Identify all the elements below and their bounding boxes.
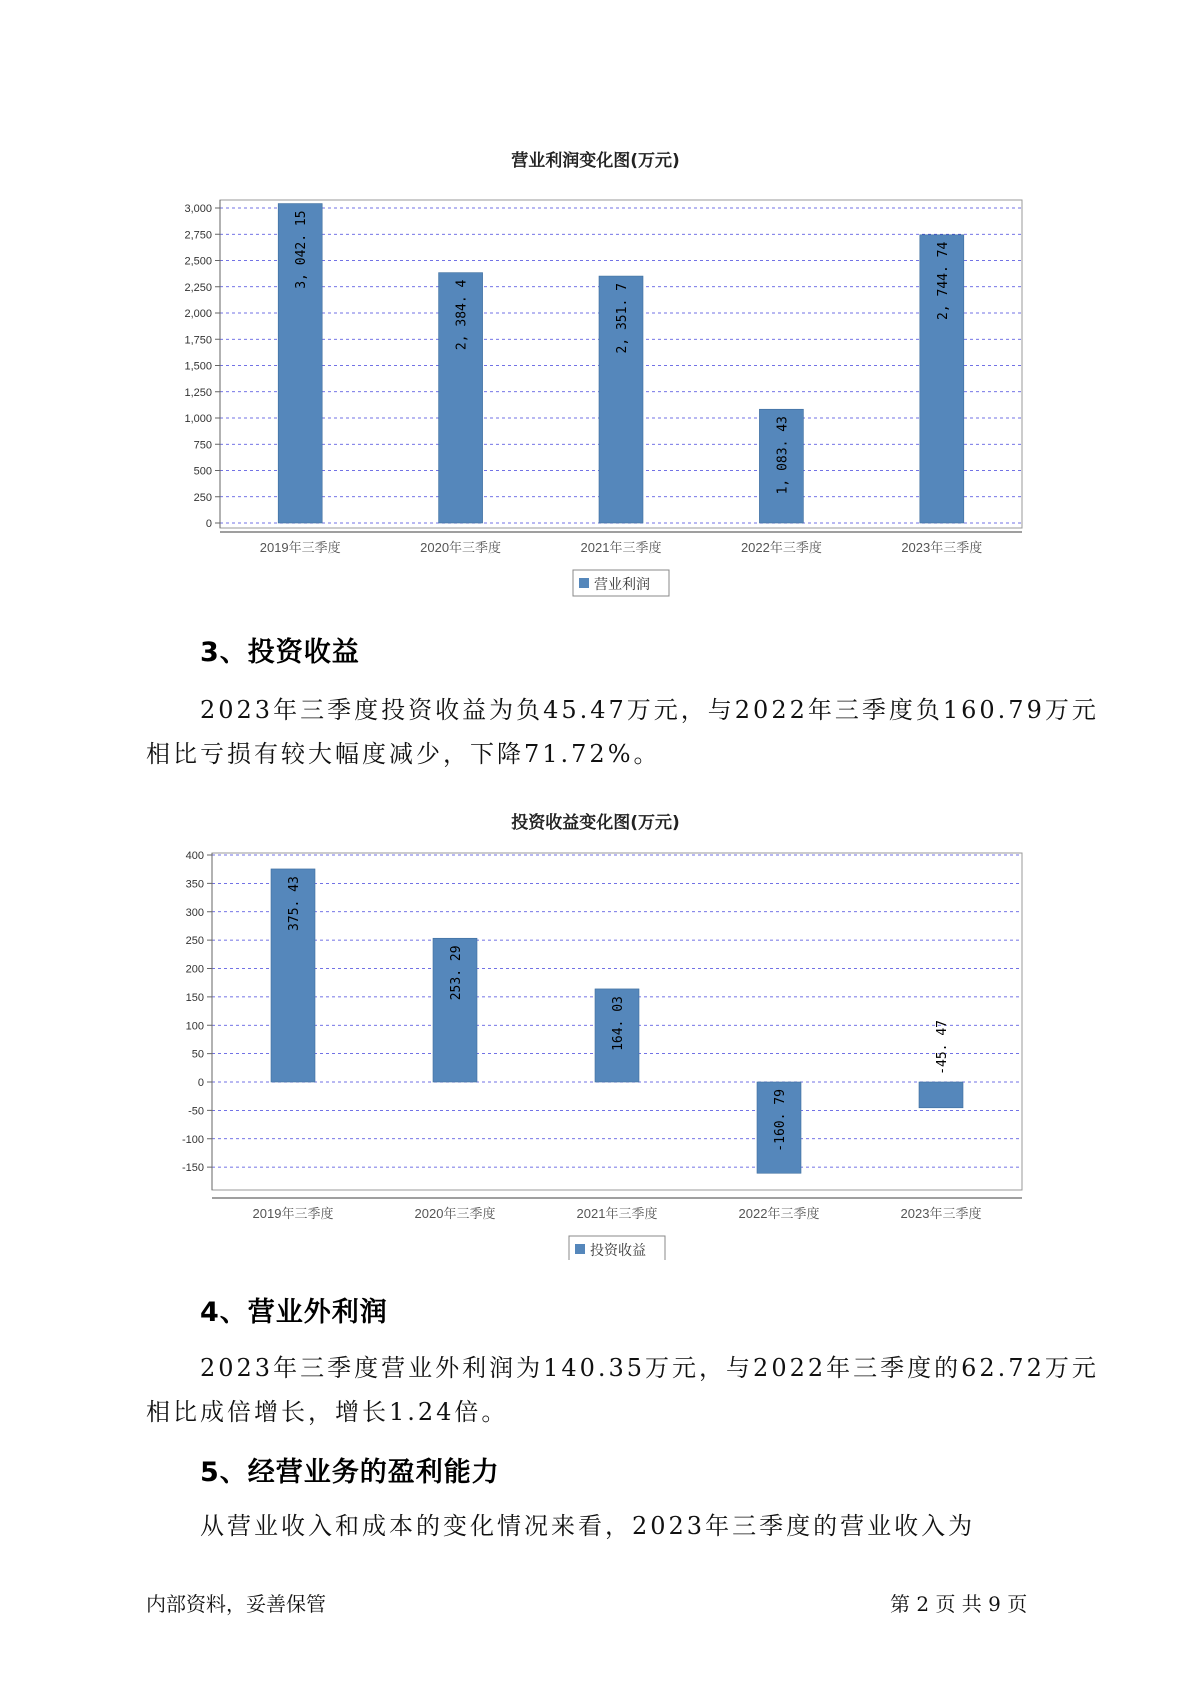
chart1-y-tick-label: 1,250: [184, 386, 212, 399]
section4-heading: 4、营业外利润: [200, 1297, 388, 1328]
chart1-y-tick-label: 750: [193, 439, 212, 452]
chart1-data-label-5: 2, 744. 74: [935, 241, 951, 320]
footer-left: 内部资料，妥善保管: [146, 1592, 326, 1616]
chart1-y-tick-label: 0: [205, 518, 212, 530]
section5-heading: 5、经营业务的盈利能力: [200, 1457, 500, 1488]
chart2-data-label-5: -45. 47: [935, 1020, 950, 1075]
chart2-y-tick-label: -150: [181, 1162, 204, 1175]
chart2-y-tick-label: 300: [185, 906, 204, 919]
chart1-category-label-5: 2023年三季度: [901, 540, 983, 555]
section4-line2: 相比成倍增长，增长1.24倍。: [146, 1398, 509, 1426]
chart2-y-tick-label: -50: [188, 1105, 204, 1118]
chart1-y-tick-label: 2,500: [184, 255, 212, 268]
chart2-category-label-2: 2020年三季度: [414, 1206, 496, 1221]
chart2-legend-swatch: [575, 1244, 585, 1254]
chart2-category-label-3: 2021年三季度: [576, 1206, 658, 1221]
chart1-category-label-1: 2019年三季度: [259, 540, 341, 555]
chart1-y-tick-label: 2,750: [184, 229, 212, 242]
chart2-category-label-5: 2023年三季度: [900, 1206, 982, 1221]
section4-line1: 2023年三季度营业外利润为140.35万元，与2022年三季度的62.72万元: [200, 1354, 1099, 1382]
chart2-y-tick-label: 150: [185, 991, 204, 1004]
section3-heading: 3、投资收益: [200, 637, 360, 668]
section4-paragraph: [146, 1346, 1099, 1434]
chart1-y-tick-label: 2,250: [184, 281, 212, 294]
section5-line1: 从营业收入和成本的变化情况来看，2023年三季度的营业收入为: [200, 1512, 976, 1540]
footer-page-number: 第 2 页 共 9 页: [890, 1592, 1028, 1616]
section3-line1: 2023年三季度投资收益为负45.47万元，与2022年三季度负160.79万元: [200, 696, 1099, 724]
chart2-y-tick-label: -100: [181, 1133, 204, 1146]
chart1-y-tick-label: 1,000: [184, 413, 212, 425]
chart2-y-tick-label: 100: [185, 1020, 204, 1033]
chart1-data-label-1: 3, 042. 15: [294, 210, 310, 289]
chart2-data-label-3: 164. 03: [611, 996, 626, 1051]
chart2-y-tick-label: 250: [185, 935, 204, 948]
chart1-data-label-4: 1, 083. 43: [775, 416, 791, 495]
chart2-category-label-4: 2022年三季度: [738, 1206, 820, 1221]
chart2-y-tick-label: 50: [191, 1048, 204, 1061]
chart1-y-tick-label: 1,750: [184, 334, 212, 347]
chart2-y-tick-label: 350: [185, 878, 204, 891]
chart1-data-label-2: 2, 384. 4: [454, 279, 470, 351]
chart1-category-label-4: 2022年三季度: [740, 540, 822, 555]
chart1-category-label-3: 2021年三季度: [580, 540, 662, 555]
chart1-y-tick-label: 3,000: [184, 203, 212, 215]
chart1-y-tick-label: 2,000: [184, 308, 212, 320]
chart2-data-label-4: -160. 79: [773, 1089, 788, 1152]
chart2-data-label-2: 253. 29: [449, 945, 464, 1001]
chart1-y-tick-label: 500: [193, 465, 212, 478]
chart1-y-tick-label: 1,500: [184, 360, 212, 373]
chart2-bar-5: [919, 1082, 963, 1108]
chart1-y-tick-label: 250: [193, 491, 212, 504]
chart2-category-label-1: 2019年三季度: [252, 1206, 334, 1221]
chart2-y-tick-label: 200: [185, 963, 204, 976]
chart1-data-label-3: 2, 351. 7: [615, 283, 630, 354]
chart2-y-tick-label: 0: [197, 1077, 204, 1089]
chart1-title: 营业利润变化图(万元): [511, 151, 680, 171]
chart2-y-tick-label: 400: [185, 850, 204, 862]
chart2-legend-label: 投资收益: [590, 1243, 646, 1259]
chart2-data-label-1: 375. 43: [287, 876, 302, 931]
chart2-title: 投资收益变化图(万元): [511, 813, 680, 833]
chart1-category-label-2: 2020年三季度: [420, 540, 502, 555]
section3-line2: 相比亏损有较大幅度减少，下降71.72%。: [146, 740, 661, 768]
chart1-legend-label: 营业利润: [594, 577, 650, 593]
section5-paragraph: [146, 1504, 1066, 1548]
